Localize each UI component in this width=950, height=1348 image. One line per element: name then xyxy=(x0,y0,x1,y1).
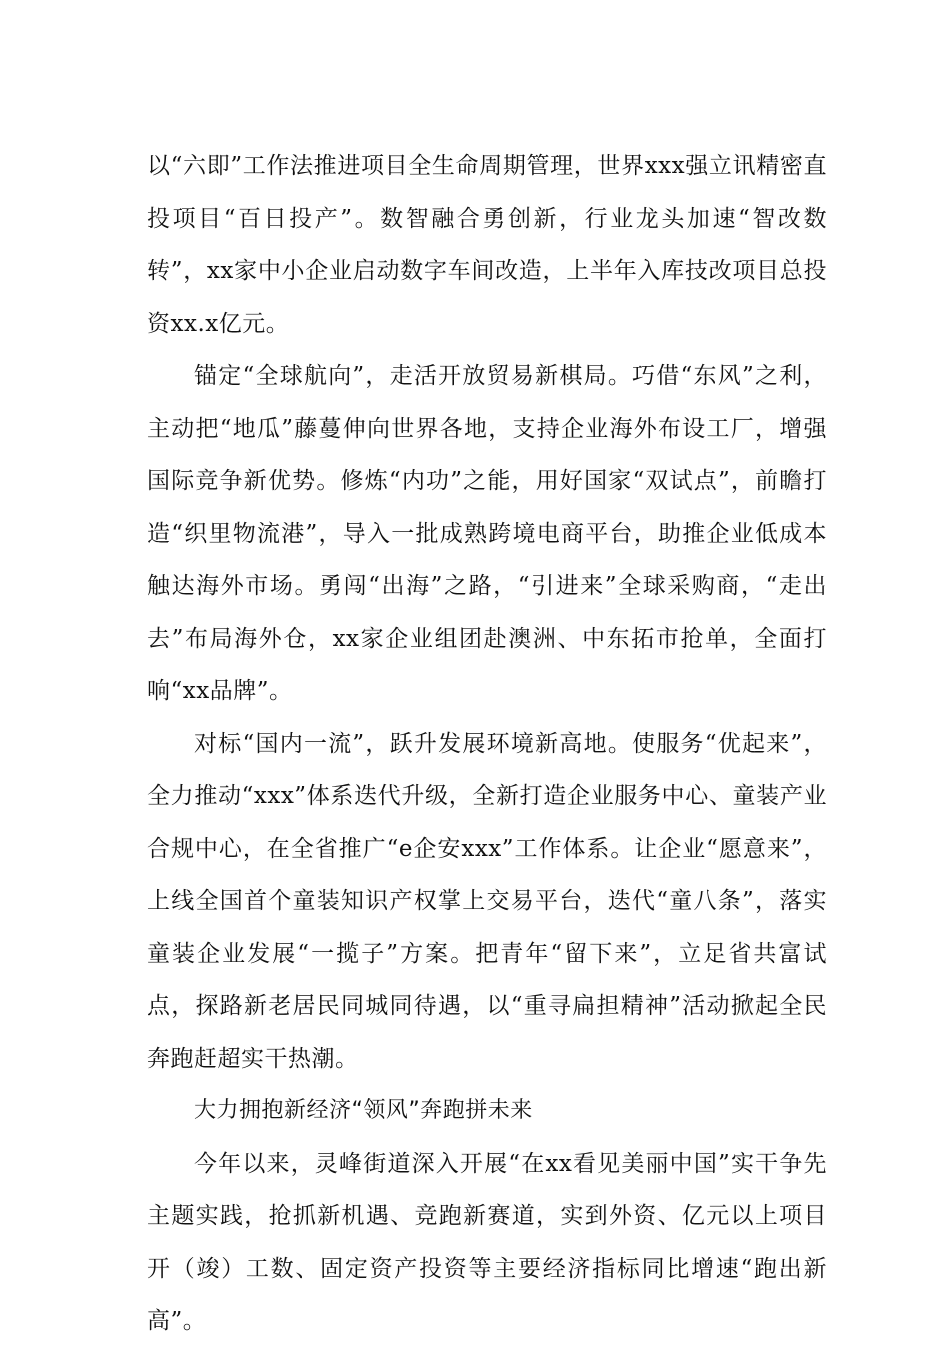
paragraph-continuation: 以“六即”工作法推进项目全生命周期管理，世界xxx强立讯精密直投项目“百日投产”。数智融合勇创新，行业龙头加速“智改数转”，xx家中小企业启动数字车间改造，上半年入库技改项目总投资xx.x亿元。 xyxy=(147,153,827,337)
document-body xyxy=(147,140,827,1348)
section-heading: 大力拥抱新经济“领风”奔跑拼未来 xyxy=(194,1098,533,1123)
paragraph-business-environment: 对标“国内一流”，跃升发展环境新高地。使服务“优起来”，全力推动“xxx”体系迭代升级，全新打造企业服务中心、童装产业合规中心，在全省推广“e企安xxx”工作体系。让企业“愿意来”，上线全国首个童装知识产权掌上交易平台，迭代“童八条”，落实童装企业发展“一揽子”方案。把青年“留下来”，立足省共富试点，探路新老居民同城同待遇，以“重寻扁担精神”活动掀起全民奔跑赶超实干热潮。 xyxy=(147,730,827,1072)
paragraph-global-trade: 锚定“全球航向”，走活开放贸易新棋局。巧借“东风”之利，主动把“地瓜”藤蔓伸向世界各地，支持企业海外布设工厂，增强国际竞争新优势。修炼“内功”之能，用好国家“双试点”，前瞻打造“织里物流港”，导入一批成熟跨境电商平台，助推企业低成本触达海外市场。勇闯“出海”之路，“引进来”全球采购商，“走出去”布局海外仓，xx家企业组团赴澳洲、中东拓市抢单，全面打响“xx品牌”。 xyxy=(147,363,827,704)
paragraph-lingfeng-street: 今年以来，灵峰街道深入开展“在xx看见美丽中国”实干争先主题实践，抢抓新机遇、竞跑新赛道，实到外资、亿元以上项目开（竣）工数、固定资产投资等主要经济指标同比增速“跑出新高”。 xyxy=(147,1150,827,1334)
